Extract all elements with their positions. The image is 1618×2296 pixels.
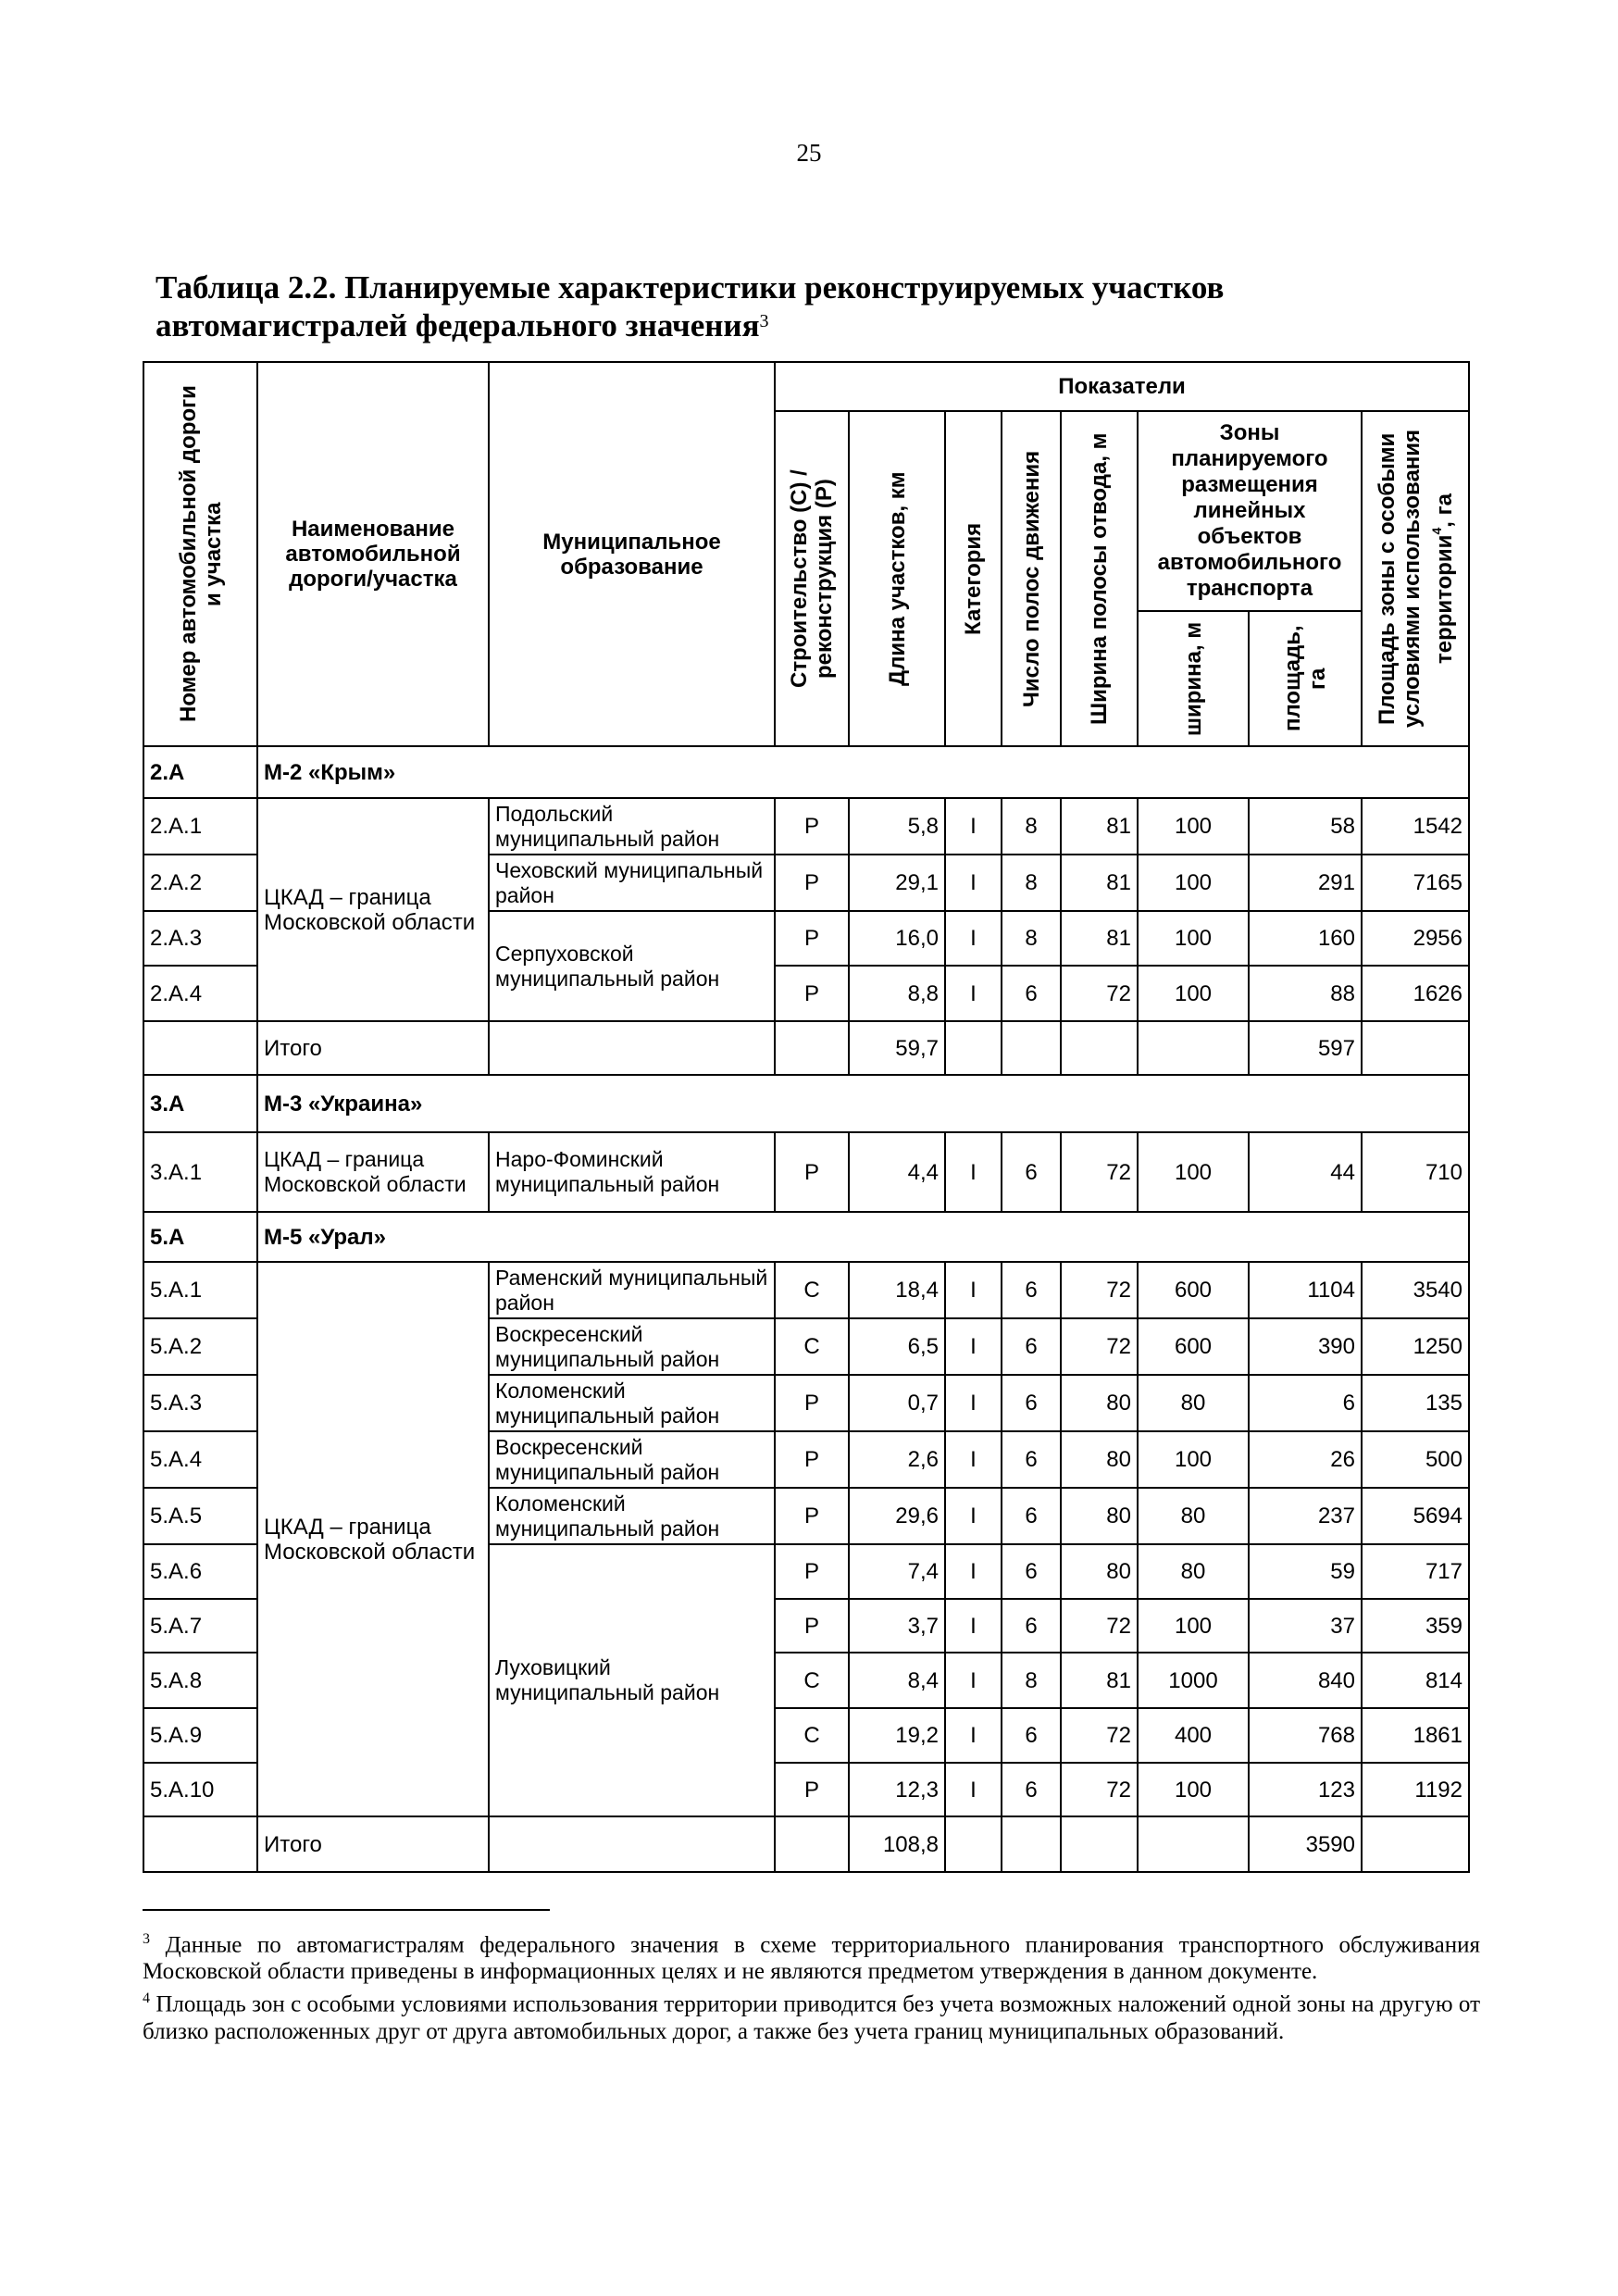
- footnote: $^4$ Площадь зон с особыми условиями использования территории приводится без учета возможных наложений одной зоны на другую от близко расположенных друг от друга автомобильных дорог, а также без учета границ муниципальных образований.: [143, 1990, 1481, 2044]
- road-name: М-5 «Урал»: [257, 1212, 1469, 1262]
- header-zone-width: ширина, м: [1138, 611, 1249, 746]
- total-row: Итого 108,8 3590: [143, 1816, 1469, 1872]
- section-code: 3.А: [143, 1075, 257, 1132]
- title-footnote-ref: 3: [759, 311, 769, 331]
- segment-name: ЦКАД – граница Московской области: [257, 798, 489, 1021]
- section-row: [143, 746, 1469, 798]
- table-row: 3.А.1 ЦКАД – граница Московской области Наро-Фоминский муниципальный район Р 4,4 I 6 72 100 44 710: [143, 1132, 1469, 1212]
- header-municipality: Муниципальное образование: [489, 362, 775, 746]
- municipality-cell: Луховицкий муниципальный район: [489, 1544, 775, 1816]
- table-row: 2.А.3 Серпуховской муниципальный район Р 16,0 I 8 81 100 160 2956: [143, 911, 1469, 966]
- header-special-area: Площадь зоны с особыми условиями использования территории$^4$, га: [1362, 411, 1469, 746]
- title-line-1: Таблица 2.2. Планируемые характеристики реконструируемых участков: [156, 269, 1225, 306]
- road-name: М-2 «Крым»: [257, 746, 1469, 798]
- table-row: 2.А.4 Р 8,8 I 6 72 100 88 1626: [143, 966, 1469, 1021]
- road-name: М-3 «Украина»: [257, 1075, 1469, 1132]
- municipality-cell: Коломенский муниципальный район: [489, 1488, 775, 1544]
- header-indicators: Показатели: [775, 362, 1469, 411]
- table-row: 2.А.2 Чеховский муниципальный район Р 29,1 I 8 81 100 291 7165: [143, 855, 1469, 911]
- header-name: Наименование автомобильной дороги/участка: [257, 362, 489, 746]
- section-row: [143, 1212, 1469, 1262]
- header-number: Номер автомобильной дороги и участка: [143, 362, 257, 746]
- header-lanes: Число полос движения: [1002, 411, 1061, 746]
- footnote-separator: [143, 1909, 550, 1911]
- section-code: 5.А: [143, 1212, 257, 1262]
- municipality-cell: Коломенский муниципальный район: [489, 1375, 775, 1431]
- segment-name: ЦКАД – граница Московской области: [257, 1262, 489, 1816]
- table-row: 5.А.2 Воскресенский муниципальный район С 6,5 I 6 72 600 390 1250: [143, 1318, 1469, 1375]
- footnote: $^3$ Данные по автомагистралям федерального значения в схеме территориального планирования транспортного обслуживания Московской области приведены в информационных целях и не являются предметом утверждения в данном документе.: [143, 1931, 1481, 1985]
- table-row: 2.А.1 ЦКАД – граница Московской области Подольский муниципальный район Р 5,8 I 8 81 100 58 1542: [143, 798, 1469, 855]
- section-row: [143, 1075, 1469, 1132]
- total-row: Итого 59,7 597: [143, 1021, 1469, 1075]
- municipality-cell: Серпуховской муниципальный район: [489, 911, 775, 1021]
- municipality-cell: Чеховский муниципальный район: [489, 855, 775, 911]
- municipality-cell: Воскресенский муниципальный район: [489, 1431, 775, 1488]
- table-row: 5.А.9 С 19,2 I 6 72 400 768 1861: [143, 1708, 1469, 1763]
- footnotes: [143, 1926, 1480, 2045]
- header-zone-area: площадь, га: [1249, 611, 1362, 746]
- header-row-width: Ширина полосы отвода, м: [1061, 411, 1138, 746]
- table-row: 5.А.1 ЦКАД – граница Московской области Раменский муниципальный район С 18,4 I 6 72 600 1104 3540: [143, 1262, 1469, 1318]
- municipality-cell: Раменский муниципальный район: [489, 1262, 775, 1318]
- segment-name: ЦКАД – граница Московской области: [257, 1132, 489, 1212]
- title-line-2: автомагистралей федерального значения: [156, 307, 760, 343]
- characteristics-table: [143, 361, 1470, 1873]
- table-row: 5.А.10 Р 12,3 I 6 72 100 123 1192: [143, 1763, 1469, 1816]
- municipality-cell: Воскресенский муниципальный район: [489, 1318, 775, 1375]
- table-row: 5.А.4 Воскресенский муниципальный район Р 2,6 I 6 80 100 26 500: [143, 1431, 1469, 1488]
- header-category: Категория: [945, 411, 1002, 746]
- table-row: 5.А.3 Коломенский муниципальный район Р 0,7 I 6 80 80 6 135: [143, 1375, 1469, 1431]
- header-zones: Зоны планируемого размещения линейных объектов автомобильного транспорта: [1138, 411, 1362, 611]
- page-number: 25: [796, 139, 822, 167]
- section-code: 2.А: [143, 746, 257, 798]
- table-row: 5.А.6 Луховицкий муниципальный район Р 7,4 I 6 80 80 59 717: [143, 1544, 1469, 1599]
- header-type: Строительство (С) / реконструкция (Р): [775, 411, 849, 746]
- table-title: [156, 268, 1488, 344]
- municipality-cell: Наро-Фоминский муниципальный район: [489, 1132, 775, 1212]
- table-row: 5.А.8 С 8,4 I 8 81 1000 840 814: [143, 1653, 1469, 1708]
- header-length: Длина участков, км: [849, 411, 945, 746]
- table-row: 5.А.5 Коломенский муниципальный район Р 29,6 I 6 80 80 237 5694: [143, 1488, 1469, 1544]
- municipality-cell: Подольский муниципальный район: [489, 798, 775, 855]
- table-row: 5.А.7 Р 3,7 I 6 72 100 37 359: [143, 1599, 1469, 1653]
